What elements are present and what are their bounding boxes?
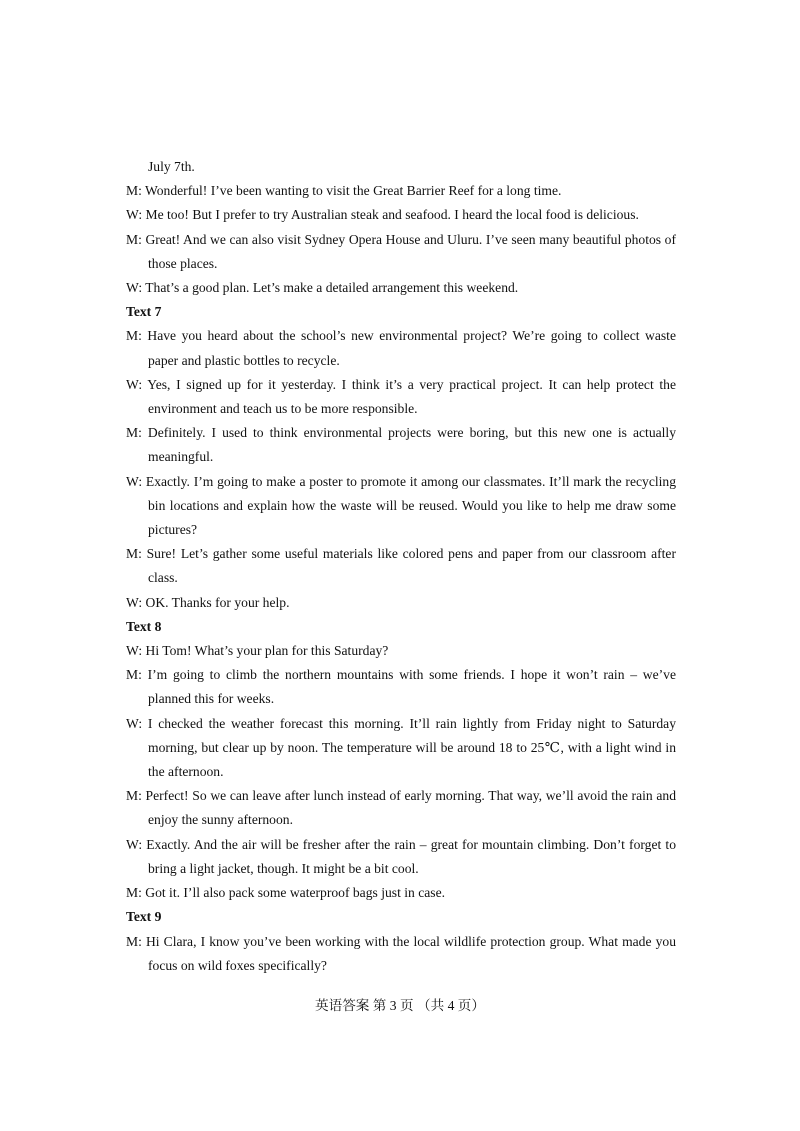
dialogue-line: W: Exactly. I’m going to make a poster to promote it among our classmates. It’ll mark the recycling bin locations and explain how the waste will be reused. Would you like to help me draw some pictures? — [126, 473, 676, 538]
continuation-line: July 7th. — [148, 159, 195, 174]
dialogue-line: W: Hi Tom! What’s your plan for this Saturday? — [126, 643, 389, 659]
dialogue-line: M: Perfect! So we can leave after lunch instead of early morning. That way, we’ll avoid the rain and enjoy the sunny afternoon. — [126, 788, 676, 828]
dialogue-line: M: Hi Clara, I know you’ve been working with the local wildlife protection group. What made you focus on wild foxes specifically? — [126, 933, 676, 973]
dialogue-line: W: I checked the weather forecast this morning. It’ll rain lightly from Friday night to Saturday morning, but clear up by noon. The temperature will be around 18 to 25℃, with a light wind in the afternoon. — [126, 715, 676, 780]
dialogue-line: W: OK. Thanks for your help. — [126, 594, 290, 610]
dialogue-line: M: I’m going to climb the northern mountains with some friends. I hope it won’t rain – we’ve planned this for weeks. — [126, 667, 676, 707]
dialogue-line: W: Yes, I signed up for it yesterday. I think it’s a very practical project. It can help protect the environment and teach us to be more responsible. — [126, 376, 676, 417]
dialogue-line: M: Definitely. I used to think environmental projects were boring, but this new one is actually meaningful. — [126, 425, 676, 465]
dialogue-line: M: Wonderful! I’ve been wanting to visit the Great Barrier Reef for a long time. — [126, 183, 562, 199]
section-heading-text-8: Text 8 — [126, 618, 162, 634]
dialogue-line: W: Exactly. And the air will be fresher after the rain – great for mountain climbing. Don’t forget to bring a light jacket, though. It might be a bit cool. — [126, 836, 676, 876]
dialogue-line: M: Got it. I’ll also pack some waterproof bags just in case. — [126, 885, 446, 901]
dialogue-line: M: Have you heard about the school’s new environmental project? We’re going to collect waste paper and plastic bottles to recycle. — [126, 328, 676, 368]
dialogue-line: M: Sure! Let’s gather some useful materials like colored pens and paper from our classroom after class. — [126, 546, 676, 586]
answer-script-content — [126, 155, 676, 978]
section-heading-text-7: Text 7 — [126, 304, 162, 320]
dialogue-line: W: That’s a good plan. Let’s make a detailed arrangement this weekend. — [126, 280, 519, 296]
page-footer: 英语答案 第 3 页 （共 4 页） — [315, 998, 485, 1013]
dialogue-line: W: Me too! But I prefer to try Australian steak and seafood. I heard the local food is delicious. — [126, 207, 639, 223]
section-heading-text-9: Text 9 — [126, 909, 162, 925]
dialogue-line: M: Great! And we can also visit Sydney Opera House and Uluru. I’ve seen many beautiful photos of those places. — [126, 231, 676, 271]
